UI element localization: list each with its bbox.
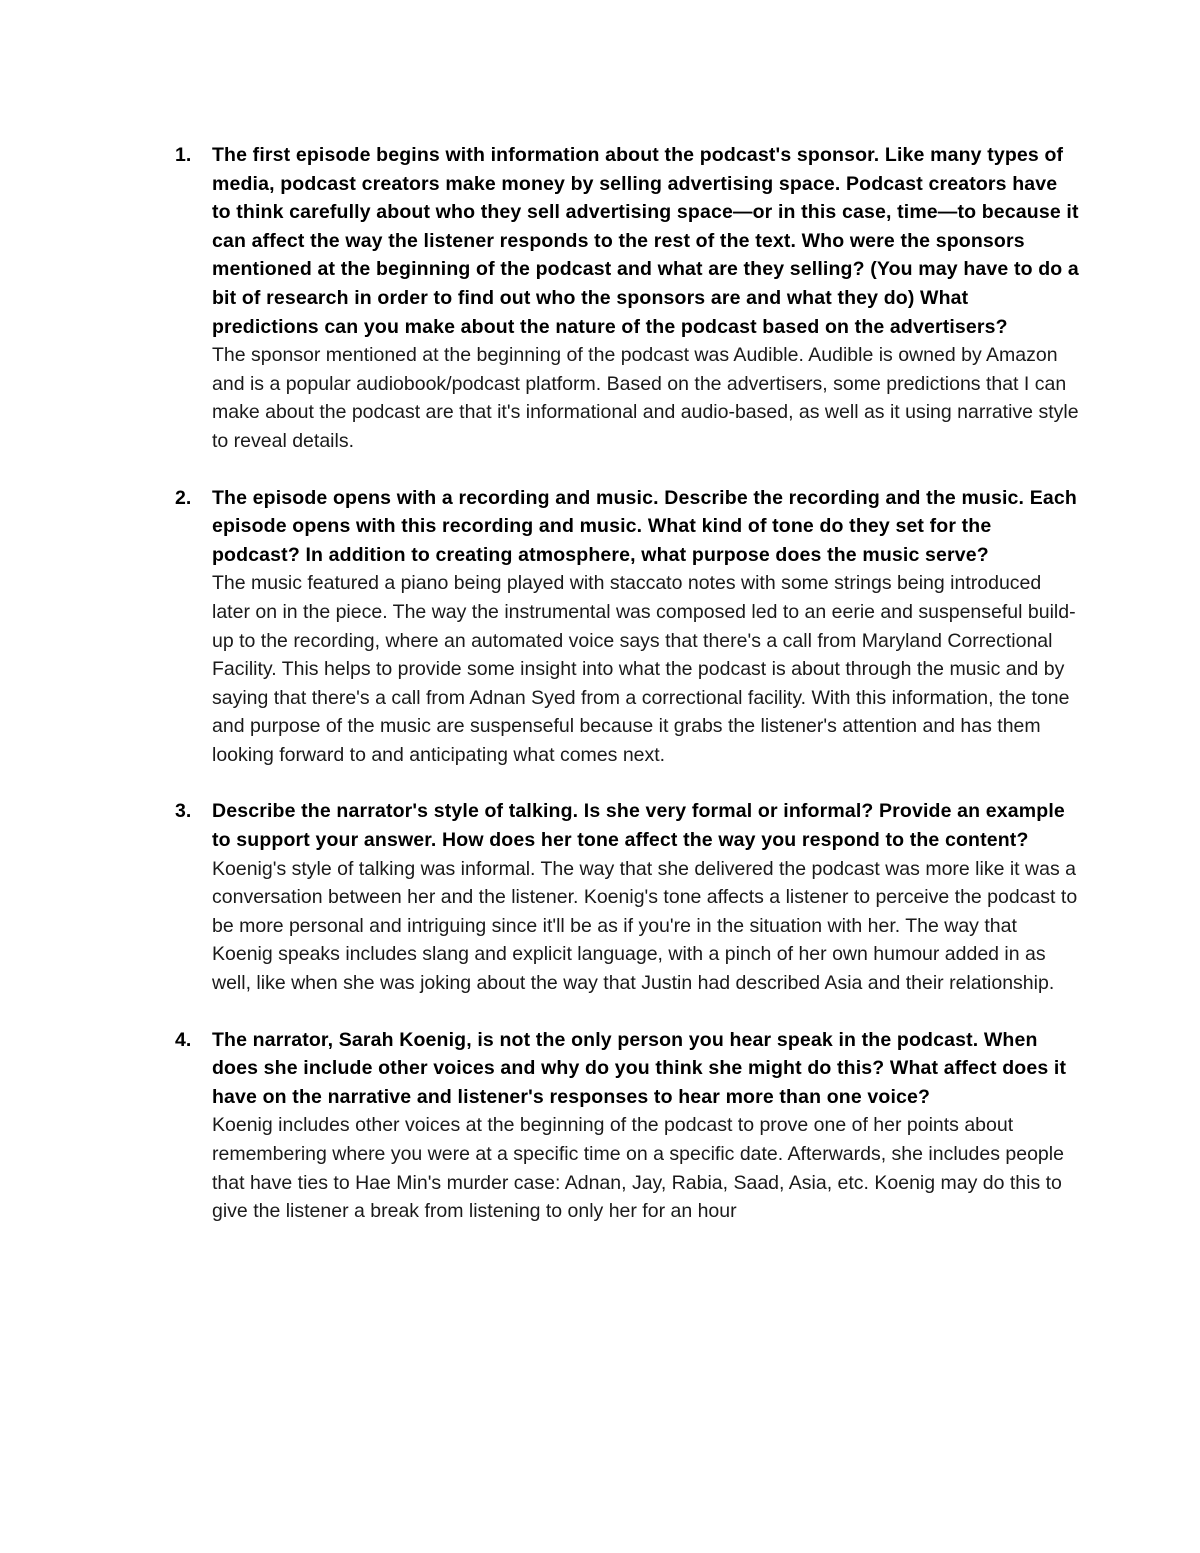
item-number: 1.	[175, 144, 192, 166]
item-number: 2.	[175, 486, 192, 509]
answer-text: The music featured a piano being played with staccato notes with some strings being introduced later on in the piece. The way the instrumental was composed led to an eerie and suspenseful build-up to the recording, where an automated voice says that there's a call from Maryland Correctional Facility. This helps to provide some insight into what the podcast is about through the music and by saying that there's a call from Adnan Syed from a correctional facility. With this information, the tone and purpose of the music are suspenseful because it grabs the listener's attention and has them looking forward to and anticipating what comes next.	[212, 572, 1076, 766]
list-item	[175, 141, 1080, 456]
answer-text: Koenig's style of talking was informal. The way that she delivered the podcast was more like it was a conversation between her and the listener. Koenig's tone affects a listener to perceive the podcast to be more personal and intriguing since it'll be as if you're in the situation with her. The way that Koenig speaks includes slang and explicit language, with a pinch of her own humour added in as well, like when she was joking about the way that Justin had described Asia and their relationship.	[212, 857, 1078, 995]
question-text: The first episode begins with information about the podcast's sponsor. Like many types of media, podcast creators make money by selling advertising space. Podcast creators have to think carefully about who they sell advertising space—or in this case, time—to because it can affect the way the listener responds to the rest of the text. Who were the sponsors mentioned at the beginning of the podcast and what are they selling? (You may have to do a bit of research in order to find out who the sponsors are and what they do) What predictions can you make about the nature of the podcast based on the advertisers?	[212, 144, 1079, 338]
item-number: 4.	[175, 1028, 192, 1051]
question-list	[175, 141, 1080, 1254]
question-text: The episode opens with a recording and music. Describe the recording and the music. Each episode opens with this recording and music. What kind of tone do they set for the podcast? In addition to creating atmosphere, what purpose does the music serve?	[212, 486, 1077, 566]
answer-text: Koenig includes other voices at the beginning of the podcast to prove one of her points about remembering where you were at a specific time on a specific date. Afterwards, she includes people that have ties to Hae Min's murder case: Adnan, Jay, Rabia, Saad, Asia, etc. Koenig may do this to give the listener a break from listening to only her for an hour	[212, 1114, 1064, 1223]
list-item	[175, 797, 1080, 997]
question-text: Describe the narrator's style of talking. Is she very formal or informal? Provide an example to support your answer. How does her tone affect the way you respond to the content?	[212, 800, 1065, 852]
list-item	[175, 484, 1080, 770]
item-number: 3.	[175, 800, 192, 823]
list-item	[175, 1026, 1080, 1226]
answer-text: The sponsor mentioned at the beginning of the podcast was Audible. Audible is owned by Amazon and is a popular audiobook/podcast platform. Based on the advertisers, some predictions that I can make about the podcast are that it's informational and audio-based, as well as it using narrative style to reveal details.	[212, 344, 1079, 452]
question-text: The narrator, Sarah Koenig, is not the only person you hear speak in the podcast. When does she include other voices and why do you think she might do this? What affect does it have on the narrative and listener's responses to hear more than one voice?	[212, 1028, 1067, 1108]
